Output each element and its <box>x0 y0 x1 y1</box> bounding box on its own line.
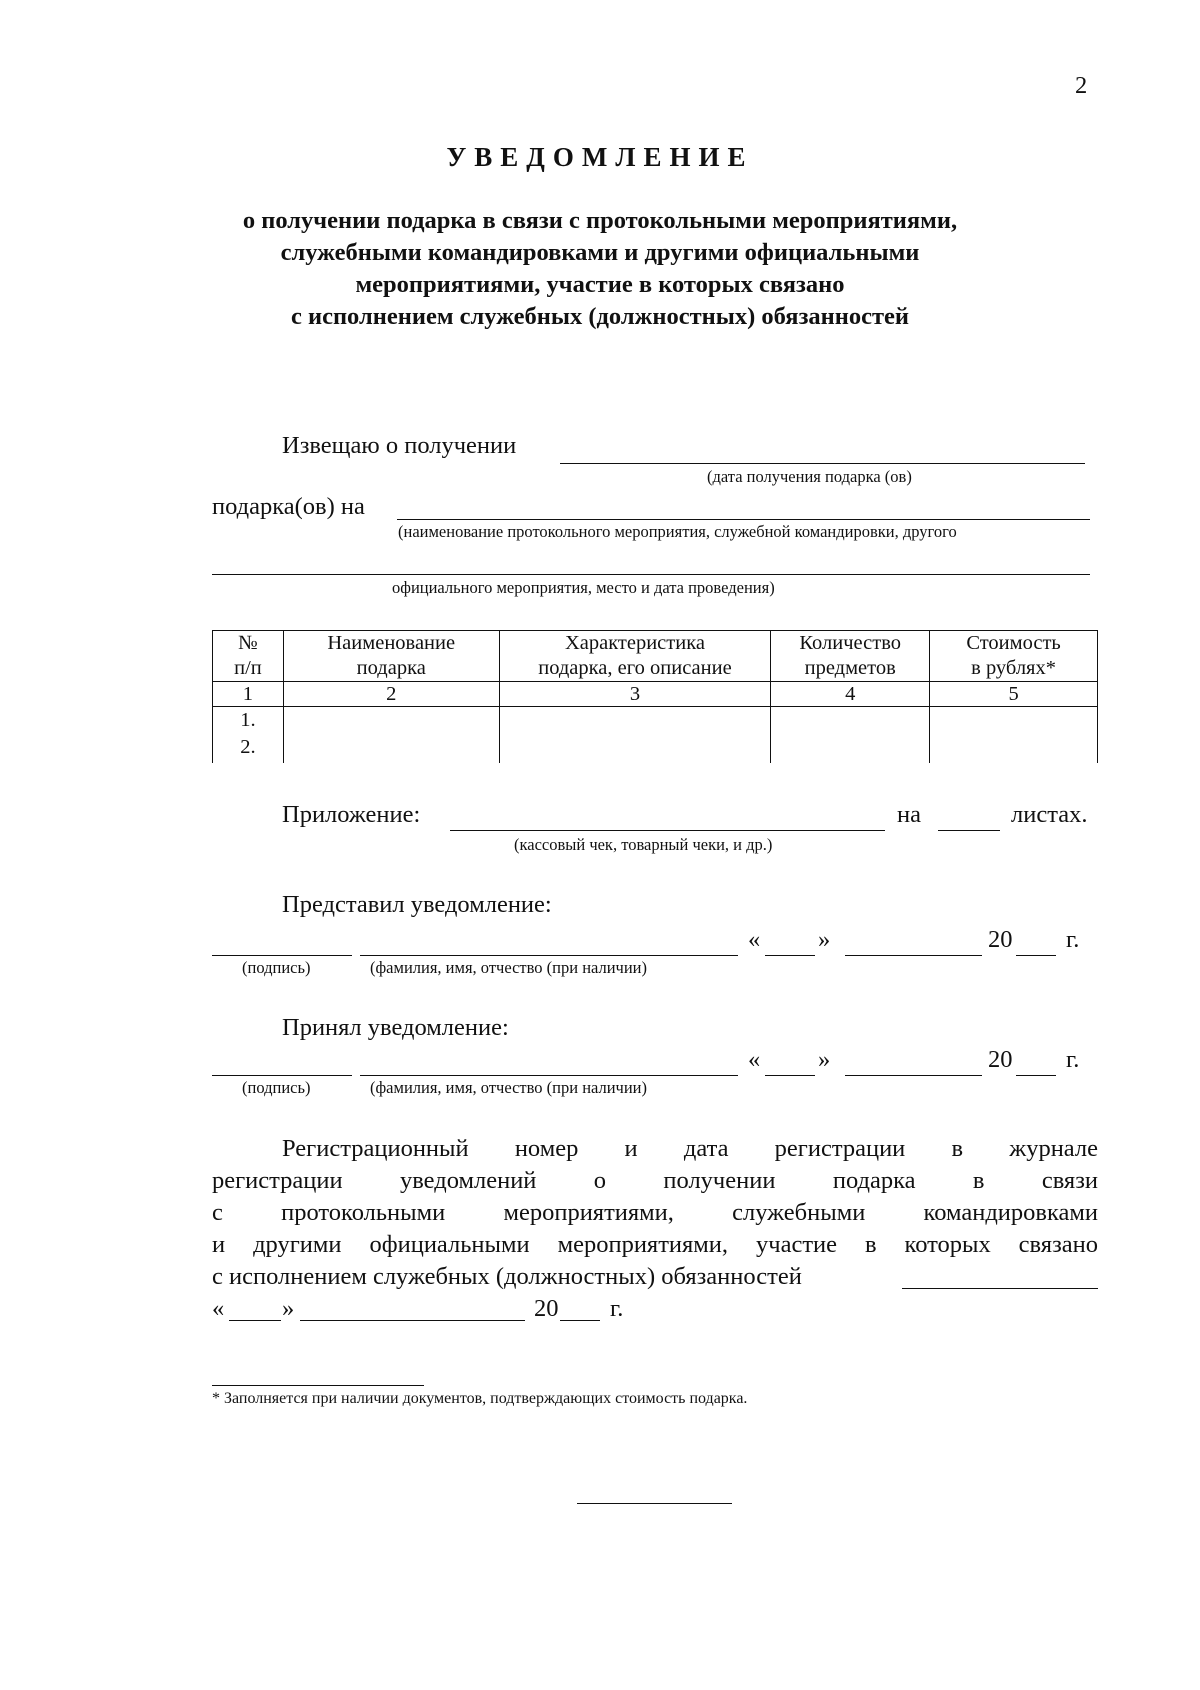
submitted-signature-line[interactable] <box>212 955 352 956</box>
gifts-table <box>212 630 1098 763</box>
submitted-year-suffix: г. <box>1066 926 1080 953</box>
submitted-label: Представил уведомление: <box>282 891 552 918</box>
accepted-quote-close: » <box>818 1046 831 1073</box>
registration-date-row <box>212 1293 1098 1325</box>
accepted-year-line[interactable] <box>1016 1075 1056 1076</box>
attachment-sheets: листах. <box>1011 801 1088 828</box>
document-subtitle <box>200 205 1000 333</box>
event-name-line[interactable] <box>397 519 1090 520</box>
gift-quantity-cell[interactable] <box>771 707 930 764</box>
table-row <box>213 707 1098 764</box>
registration-line: с протокольными мероприятиями, служебными командировками <box>212 1199 1098 1226</box>
header-gift-name: Наименование подарка <box>283 631 499 682</box>
footnote: * Заполняется при наличии документов, подтверждающих стоимость подарка. <box>212 1390 748 1407</box>
submitted-year-prefix: 20 <box>988 926 1013 953</box>
registration-paragraph <box>212 1133 1098 1325</box>
subtitle-line: мероприятиями, участие в которых связано <box>355 271 845 298</box>
registration-year-line[interactable] <box>560 1320 600 1321</box>
submitted-month-line[interactable] <box>845 955 982 956</box>
registration-month-line[interactable] <box>300 1320 525 1321</box>
accepted-name-hint: (фамилия, имя, отчество (при наличии) <box>370 1078 648 1097</box>
submitted-name-line[interactable] <box>360 955 738 956</box>
submitted-quote-open: « <box>748 926 761 953</box>
gift-description-cell[interactable] <box>499 707 771 764</box>
subtitle-line: с исполнением служебных (должностных) обязанностей <box>290 303 910 330</box>
gift-date-hint: (дата получения подарка (ов) <box>707 467 912 486</box>
submitted-day-line[interactable] <box>765 955 815 956</box>
registration-quote-close: » <box>282 1295 295 1322</box>
header-quantity: Количество предметов <box>771 631 930 682</box>
accepted-label: Принял уведомление: <box>282 1014 509 1041</box>
registration-year-prefix: 20 <box>534 1295 559 1322</box>
registration-line: Регистрационный номер и дата регистрации в журнале <box>282 1135 1098 1162</box>
attachment-on: на <box>897 801 921 828</box>
registration-last-line: с исполнением служебных (должностных) обязанностей <box>212 1263 802 1290</box>
registration-day-line[interactable] <box>229 1320 281 1321</box>
column-number: 1 <box>213 682 284 707</box>
document-title: УВЕДОМЛЕНИЕ <box>446 142 754 172</box>
accepted-name-line[interactable] <box>360 1075 738 1076</box>
header-gift-description: Характеристика подарка, его описание <box>499 631 771 682</box>
column-number: 4 <box>771 682 930 707</box>
accepted-day-line[interactable] <box>765 1075 815 1076</box>
accepted-quote-open: « <box>748 1046 761 1073</box>
attachment-sheets-line[interactable] <box>938 830 1000 831</box>
column-number: 2 <box>283 682 499 707</box>
attachment-label: Приложение: <box>282 801 421 828</box>
submitted-quote-close: » <box>818 926 831 953</box>
registration-line: регистрации уведомлений о получении подарка в связи <box>212 1167 1098 1194</box>
gift-name-cell[interactable] <box>283 707 499 764</box>
event-details-line[interactable] <box>212 574 1090 575</box>
accepted-signature-hint: (подпись) <box>242 1078 311 1097</box>
gift-cost-cell[interactable] <box>930 707 1098 764</box>
attachment-hint: (кассовый чек, товарный чеки, и др.) <box>514 835 773 854</box>
footnote-divider <box>212 1385 424 1386</box>
notify-intro: Извещаю о получении <box>282 432 517 459</box>
subtitle-line: о получении подарка в связи с протокольными мероприятиями, <box>242 207 958 234</box>
submitted-name-hint: (фамилия, имя, отчество (при наличии) <box>370 958 648 977</box>
accepted-year-prefix: 20 <box>988 1046 1013 1073</box>
event-hint-2: официального мероприятия, место и дата проведения) <box>392 578 775 597</box>
header-number: № п/п <box>213 631 284 682</box>
submitted-signature-hint: (подпись) <box>242 958 311 977</box>
accepted-signature-line[interactable] <box>212 1075 352 1076</box>
event-hint-1: (наименование протокольного мероприятия, служебной командировки, другого <box>398 522 957 541</box>
gifts-on-label: подарка(ов) на <box>212 493 365 520</box>
column-number: 5 <box>930 682 1098 707</box>
registration-last-row <box>212 1261 1098 1293</box>
gift-date-line[interactable] <box>560 463 1085 464</box>
registration-line: и другими официальными мероприятиями, участие в которых связано <box>212 1231 1098 1258</box>
accepted-year-suffix: г. <box>1066 1046 1080 1073</box>
page-number: 2 <box>1075 72 1088 99</box>
attachment-line[interactable] <box>450 830 885 831</box>
table-column-numbers-row <box>213 682 1098 707</box>
registration-quote-open: « <box>212 1295 225 1322</box>
registration-number-line[interactable] <box>902 1288 1098 1289</box>
column-number: 3 <box>499 682 771 707</box>
table-header-row <box>213 631 1098 682</box>
subtitle-line: служебными командировками и другими официальными <box>280 239 920 266</box>
submitted-year-line[interactable] <box>1016 955 1056 956</box>
end-divider <box>577 1503 732 1504</box>
accepted-month-line[interactable] <box>845 1075 982 1076</box>
registration-year-suffix: г. <box>610 1295 624 1322</box>
row-numbers-cell: 1. 2. <box>213 707 284 764</box>
header-cost: Стоимость в рублях* <box>930 631 1098 682</box>
